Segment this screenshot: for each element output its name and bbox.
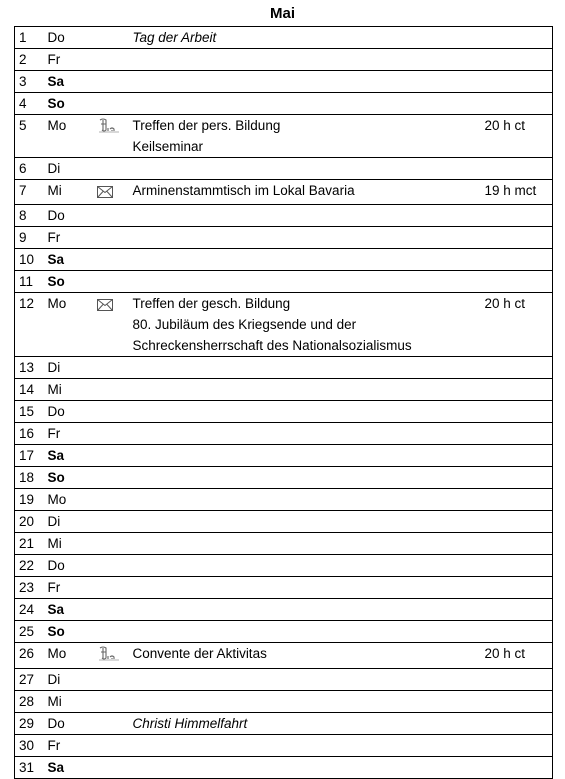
event-time [481,27,553,49]
weekday: Sa [44,757,93,779]
weekday: Fr [44,735,93,757]
calendar-row [15,669,553,691]
event-cell [129,643,481,669]
weekday: Do [44,27,93,49]
stamp-icon [97,646,121,668]
event-cell [129,158,481,180]
calendar-row [15,599,553,621]
event-icon-cell [93,445,129,467]
day-number: 13 [15,357,44,379]
event-cell [129,445,481,467]
event-icon-cell [93,489,129,511]
day-number: 3 [15,71,44,93]
day-number: 2 [15,49,44,71]
event-cell [129,115,481,158]
event-cell [129,713,481,735]
day-number: 26 [15,643,44,669]
calendar-row [15,577,553,599]
event-time [481,511,553,533]
event-icon-cell [93,93,129,115]
event-cell [129,71,481,93]
event-time [481,599,553,621]
event-time [481,357,553,379]
event-icon-cell [93,643,129,669]
weekday: Di [44,511,93,533]
weekday: Di [44,357,93,379]
calendar-row [15,533,553,555]
weekday: Sa [44,445,93,467]
weekday: Mo [44,489,93,511]
event-time [481,713,553,735]
event-time [481,577,553,599]
weekday: So [44,621,93,643]
event-time [481,71,553,93]
calendar-row [15,227,553,249]
calendar-row [15,249,553,271]
day-number: 11 [15,271,44,293]
day-number: 31 [15,757,44,779]
calendar-row [15,401,553,423]
event-cell [129,205,481,227]
day-number: 9 [15,227,44,249]
day-number: 15 [15,401,44,423]
calendar-row [15,643,553,669]
event-icon-cell [93,249,129,271]
calendar-row [15,489,553,511]
weekday: Fr [44,423,93,445]
event-time: 19 h mct [481,180,553,205]
event-time [481,555,553,577]
event-time [481,49,553,71]
calendar-row [15,115,553,158]
event-icon-cell [93,205,129,227]
event-text: Tag der Arbeit [132,30,217,45]
weekday: Sa [44,599,93,621]
weekday: So [44,271,93,293]
event-icon-cell [93,577,129,599]
day-number: 7 [15,180,44,205]
event-time [481,445,553,467]
calendar-row [15,49,553,71]
calendar-row [15,205,553,227]
weekday: Mi [44,533,93,555]
event-cell [129,599,481,621]
event-cell [129,27,481,49]
event-cell [129,467,481,489]
event-cell [129,180,481,205]
calendar-row [15,713,553,735]
event-text: Convente der Aktivitas [132,646,267,661]
event-icon-cell [93,27,129,49]
day-number: 20 [15,511,44,533]
calendar-table [14,26,553,779]
event-icon-cell [93,757,129,779]
envelope-icon [97,296,113,317]
event-icon-cell [93,271,129,293]
event-cell [129,93,481,115]
weekday: Fr [44,577,93,599]
event-time: 20 h ct [481,293,553,357]
event-time [481,379,553,401]
event-cell [129,227,481,249]
day-number: 10 [15,249,44,271]
calendar-row [15,735,553,757]
event-text: Treffen der gesch. Bildung [132,296,291,311]
event-cell [129,735,481,757]
weekday: Do [44,555,93,577]
calendar-row [15,158,553,180]
event-cell [129,293,481,357]
event-text: Treffen der pers. Bildung [132,118,281,133]
event-text: Arminenstammtisch im Lokal Bavaria [132,183,355,198]
event-icon-cell [93,423,129,445]
event-cell [129,555,481,577]
calendar-row [15,467,553,489]
day-number: 8 [15,205,44,227]
event-icon-cell [93,555,129,577]
event-icon-cell [93,599,129,621]
event-time [481,227,553,249]
event-text: 80. Jubiläum des Kriegsende und der [132,317,357,332]
day-number: 19 [15,489,44,511]
event-cell [129,423,481,445]
weekday: Sa [44,71,93,93]
event-cell [129,691,481,713]
weekday: Do [44,401,93,423]
weekday: Sa [44,249,93,271]
event-icon-cell [93,621,129,643]
event-time: 20 h ct [481,115,553,158]
event-time [481,691,553,713]
day-number: 29 [15,713,44,735]
calendar-row [15,757,553,779]
event-cell [129,489,481,511]
calendar-row [15,93,553,115]
calendar-row [15,555,553,577]
event-icon-cell [93,115,129,158]
event-text: Keilseminar [132,139,204,154]
day-number: 14 [15,379,44,401]
event-icon-cell [93,180,129,205]
calendar-row [15,511,553,533]
day-number: 21 [15,533,44,555]
event-icon-cell [93,379,129,401]
calendar-row [15,423,553,445]
weekday: Do [44,205,93,227]
day-number: 24 [15,599,44,621]
event-time [481,757,553,779]
event-cell [129,401,481,423]
event-icon-cell [93,71,129,93]
event-time [481,621,553,643]
event-icon-cell [93,691,129,713]
event-time [481,158,553,180]
event-icon-cell [93,227,129,249]
calendar-row [15,180,553,205]
weekday: Di [44,669,93,691]
day-number: 4 [15,93,44,115]
calendar-row [15,445,553,467]
calendar-row [15,691,553,713]
event-icon-cell [93,401,129,423]
calendar-rows [15,27,553,779]
weekday: Mo [44,115,93,158]
event-time: 20 h ct [481,643,553,669]
event-cell [129,669,481,691]
event-cell [129,757,481,779]
event-icon-cell [93,533,129,555]
day-number: 27 [15,669,44,691]
calendar-row [15,271,553,293]
day-number: 18 [15,467,44,489]
day-number: 16 [15,423,44,445]
weekday: Mo [44,293,93,357]
weekday: Do [44,713,93,735]
weekday: So [44,467,93,489]
day-number: 22 [15,555,44,577]
event-time [481,271,553,293]
calendar-row [15,71,553,93]
weekday: Fr [44,227,93,249]
event-icon-cell [93,293,129,357]
event-time [481,401,553,423]
day-number: 30 [15,735,44,757]
event-time [481,205,553,227]
day-number: 1 [15,27,44,49]
day-number: 17 [15,445,44,467]
day-number: 6 [15,158,44,180]
event-cell [129,271,481,293]
event-cell [129,379,481,401]
calendar-row [15,621,553,643]
day-number: 5 [15,115,44,158]
envelope-icon [97,183,113,204]
event-cell [129,49,481,71]
weekday: Mi [44,379,93,401]
event-cell [129,249,481,271]
event-icon-cell [93,357,129,379]
calendar-row [15,293,553,357]
event-icon-cell [93,158,129,180]
weekday: So [44,93,93,115]
day-number: 25 [15,621,44,643]
event-text: Schreckensherrschaft des Nationalsozialismus [132,338,412,353]
stamp-icon [97,118,121,140]
event-time [481,669,553,691]
event-icon-cell [93,511,129,533]
event-time [481,533,553,555]
event-icon-cell [93,735,129,757]
event-cell [129,533,481,555]
event-icon-cell [93,49,129,71]
calendar-row [15,379,553,401]
weekday: Di [44,158,93,180]
event-time [481,93,553,115]
event-cell [129,511,481,533]
day-number: 12 [15,293,44,357]
event-time [481,489,553,511]
calendar-row [15,357,553,379]
event-time [481,249,553,271]
month-title: Mai [269,5,295,22]
weekday: Fr [44,49,93,71]
day-number: 23 [15,577,44,599]
event-cell [129,621,481,643]
event-time [481,735,553,757]
event-icon-cell [93,713,129,735]
event-cell [129,577,481,599]
calendar-row [15,27,553,49]
weekday: Mi [44,691,93,713]
event-cell [129,357,481,379]
event-text: Christi Himmelfahrt [132,716,248,731]
day-number: 28 [15,691,44,713]
event-icon-cell [93,467,129,489]
weekday: Mi [44,180,93,205]
event-time [481,467,553,489]
event-time [481,423,553,445]
weekday: Mo [44,643,93,669]
event-icon-cell [93,669,129,691]
